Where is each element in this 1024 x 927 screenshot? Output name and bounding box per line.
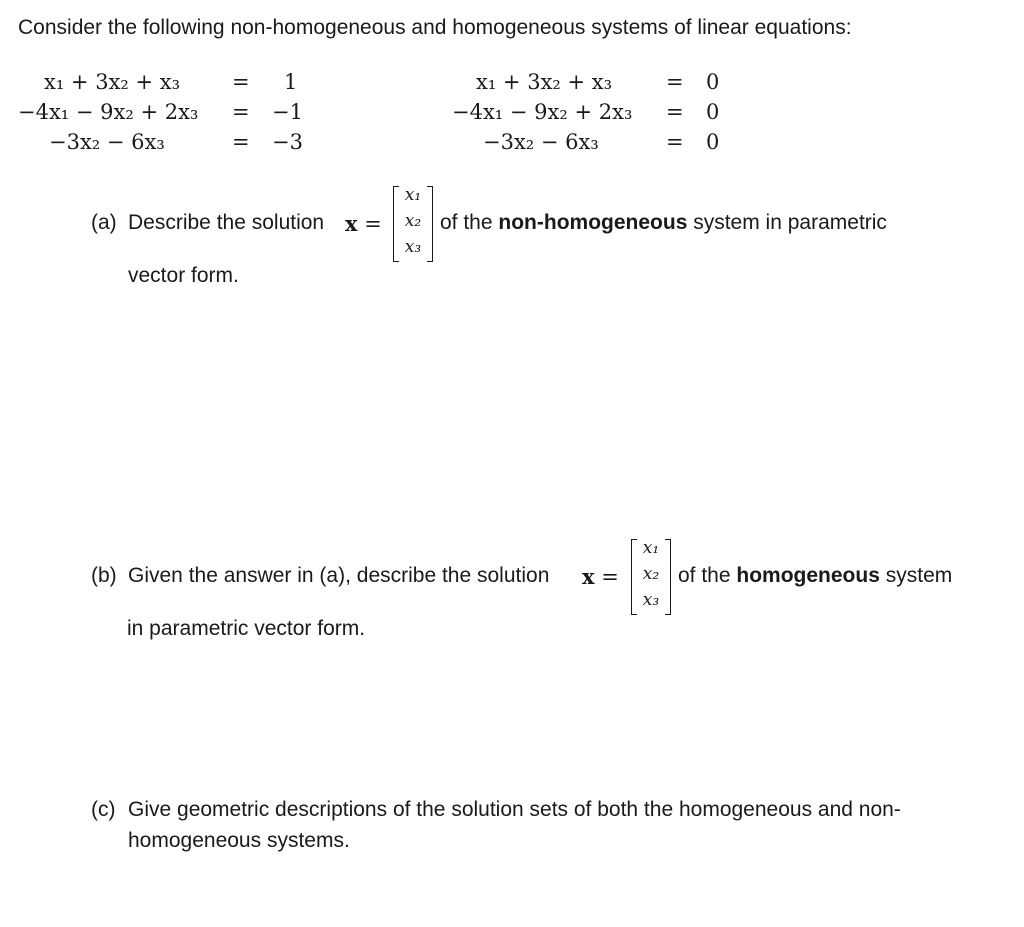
part-b-vector-symbol: x (582, 564, 595, 589)
part-a-x3: x₃ (404, 237, 422, 257)
h-row1-rhs: 0 (706, 70, 720, 94)
h-row2-eq: = (666, 100, 684, 124)
part-a-after-bold: non-homogeneous (498, 211, 688, 234)
part-b-after-pre: of the (678, 564, 731, 587)
nh-row3-lhs: −3x₂ − 6x₃ (49, 130, 165, 154)
part-b-x1: x₁ (642, 538, 660, 558)
h-row2-lhs: −4x₁ − 9x₂ + 2x₃ (452, 100, 633, 124)
nh-row3-eq: = (232, 130, 250, 154)
part-a-text-before: Describe the solution (128, 211, 325, 234)
part-b-after-bold: homogeneous (736, 564, 880, 587)
part-b-after-post: system (885, 564, 953, 587)
part-a-vector-symbol: x (345, 211, 358, 236)
part-b-line2: in parametric vector form. (127, 617, 366, 640)
part-b-x3: x₃ (642, 590, 660, 610)
part-a-vector-label (345, 211, 382, 236)
part-a-vector-matrix (393, 186, 433, 262)
part-a-vector-eq: = (357, 212, 382, 236)
nh-row2-lhs: −4x₁ − 9x₂ + 2x₃ (18, 100, 199, 124)
part-b-text-before: Given the answer in (a), describe the solution (128, 564, 550, 587)
part-c-line2: homogeneous systems. (128, 829, 350, 852)
nh-row2-eq: = (232, 100, 250, 124)
part-a-after-pre: of the (440, 211, 493, 234)
part-c-line1: Give geometric descriptions of the solution sets of both the homogeneous and non- (128, 798, 901, 821)
h-row3-eq: = (666, 130, 684, 154)
part-a-marker: (a) (91, 211, 117, 234)
part-c-marker: (c) (91, 798, 116, 821)
part-b-vector-label (582, 564, 619, 589)
part-b-vector-eq: = (594, 565, 619, 589)
part-b-vector-matrix (631, 539, 671, 615)
part-a-line2: vector form. (128, 264, 239, 287)
h-row2-rhs: 0 (706, 100, 720, 124)
part-b-x2: x₂ (642, 564, 660, 584)
part-a-text-after (440, 211, 887, 235)
h-row3-rhs: 0 (706, 130, 720, 154)
nh-row1-rhs: 1 (284, 70, 298, 94)
h-row1-lhs: x₁ + 3x₂ + x₃ (476, 70, 613, 94)
part-b-text-after (678, 564, 952, 588)
nh-row2-rhs: −1 (272, 100, 303, 124)
part-a-after-post: system in parametric (693, 211, 887, 234)
part-a-x1: x₁ (404, 185, 422, 205)
h-row3-lhs: −3x₂ − 6x₃ (483, 130, 599, 154)
h-row1-eq: = (666, 70, 684, 94)
nh-row1-lhs: x₁ + 3x₂ + x₃ (44, 70, 181, 94)
intro-text: Consider the following non-homogeneous and homogeneous systems of linear equations: (18, 16, 852, 39)
part-b-marker: (b) (91, 564, 117, 587)
nh-row3-rhs: −3 (272, 130, 303, 154)
nh-row1-eq: = (232, 70, 250, 94)
part-a-x2: x₂ (404, 211, 422, 231)
